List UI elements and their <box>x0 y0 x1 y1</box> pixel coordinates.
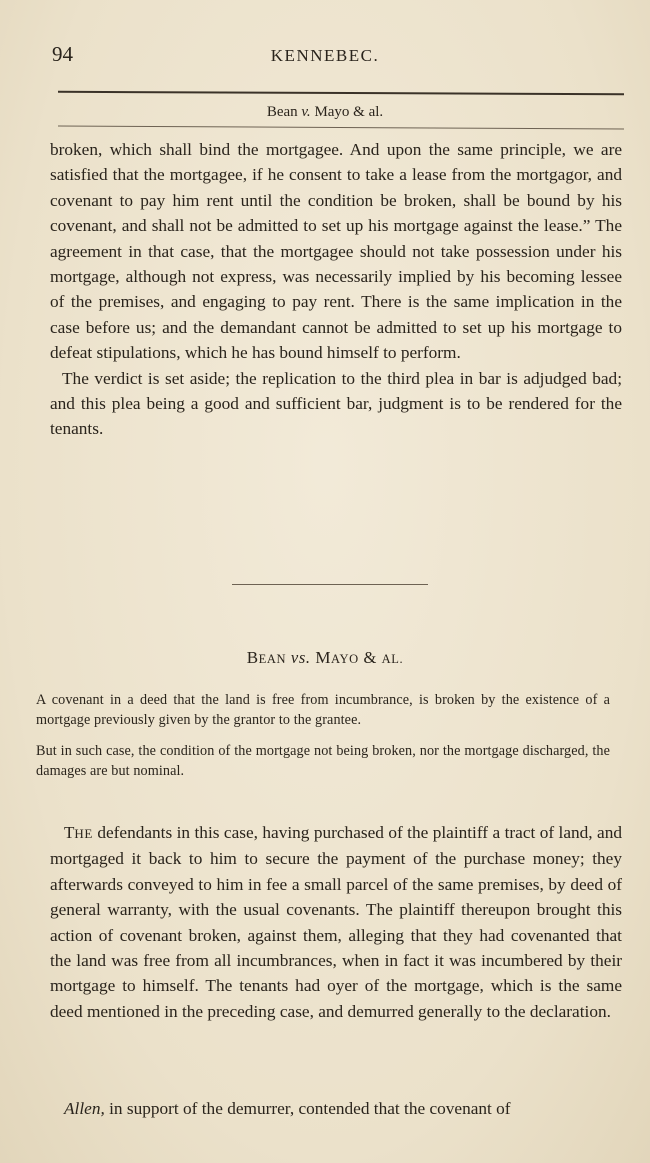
running-title: KENNEBEC. <box>270 46 380 65</box>
counsel-name: Allen, <box>64 1099 105 1118</box>
section-divider <box>232 584 428 585</box>
argument-start <box>50 1096 622 1121</box>
statement-lead: THE <box>64 823 93 842</box>
case-caption <box>0 104 650 121</box>
headnotes <box>36 691 610 793</box>
case-caption-v: v. <box>301 104 311 120</box>
judgment-paragraph: The verdict is set aside; the replication to the third plea in bar is adjudged bad; and this plea being a good and sufficient bar, judgment is to be rendered for the tenants. <box>50 368 622 439</box>
argument-paragraph: Allen, in support of the demurrer, contended that the covenant of <box>64 1099 511 1118</box>
headnote-1: A covenant in a deed that the land is free from incumbrance, is broken by the existence of a mortgage previously given by the grantor to the grantee. <box>36 692 610 728</box>
case-title: BEAN vs. MAYO & AL. <box>246 648 404 667</box>
header-rule-top <box>58 91 624 95</box>
continued-opinion <box>50 137 622 442</box>
case-caption-rest: Mayo & al. <box>314 104 384 120</box>
case-statement <box>50 820 622 1024</box>
statement-paragraph: THE defendants in this case, having purchased of the plaintiff a tract of land, and mortgaged it back to him to secure the payment of the purchase money; they afterwards conveyed to him in fee a small parcel of the same premises, by deed of general warranty, with the usual covenants. The plaintiff thereupon brought this action of covenant broken, against them, alleging that they had covenanted that the land was free from all incumbrances, when in fact it was incumbered by their mortgage to himself. The tenants had oyer of the mortgage, which is the same deed mentioned in the preceding case, and demurred generally to the declaration. <box>50 823 622 1021</box>
case-caption-name: Bean <box>266 104 298 120</box>
page-number: 94 <box>52 42 73 66</box>
header-rule-bottom <box>58 126 624 130</box>
opinion-paragraph: broken, which shall bind the mortgagee. And upon the same principle, we are satisfied that the mortgagee, if he consent to take a lease from the mortgagor, and covenant to pay him rent until the condition be broken, shall be bound by his covenant, and shall not be admitted to set up his mortgage against the lease.” The agreement in that case, that the mortgagee should not take possession under his mortgage, although not express, was necessarily implied by his becoming lessee of the premises, and engaging to pay rent. There is the same implication in the case before us; and the demandant cannot be admitted to set up his mortgage to defeat stipulations, which he has bound himself to perform. <box>50 140 622 363</box>
headnote-2: But in such case, the condition of the mortgage not being broken, nor the mortgage discharged, the damages are but nominal. <box>36 743 610 779</box>
